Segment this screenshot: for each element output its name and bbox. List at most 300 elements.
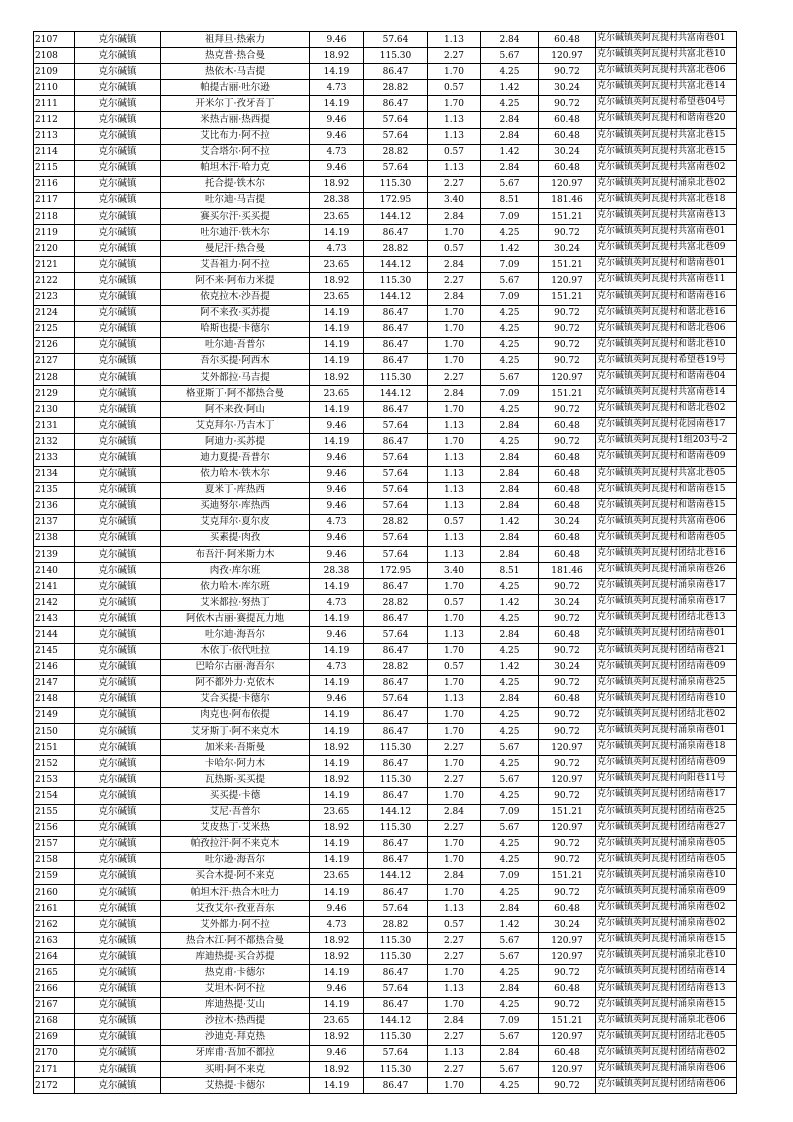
row-number-cell: 2164 [34,949,75,965]
table-row [34,32,737,48]
row-number-cell: 2139 [34,547,75,563]
town-cell: 克尔碱镇 [75,353,161,369]
address-cell: 克尔碱镇英阿瓦提村和谐南巷09 [596,450,737,466]
value-cell: 57.64 [364,981,428,997]
total-cell: 60.48 [539,627,596,643]
total-cell: 60.48 [539,1045,596,1061]
name-cell: 帕坦木汗·哈力克 [161,160,310,176]
table-row [34,402,737,418]
total-cell: 30.24 [539,659,596,675]
address-cell: 克尔碱镇英阿瓦提村团结北巷13 [596,611,737,627]
value-cell: 9.46 [310,482,364,498]
table-row [34,1013,737,1029]
value-cell: 86.47 [364,1078,428,1094]
value-cell: 4.25 [481,402,539,418]
town-cell: 克尔碱镇 [75,627,161,643]
total-cell: 181.46 [539,563,596,579]
row-number-cell: 2163 [34,933,75,949]
table-row [34,257,737,273]
table-row [34,96,737,112]
value-cell: 4.73 [310,514,364,530]
value-cell: 14.19 [310,724,364,740]
value-cell: 86.47 [364,724,428,740]
name-cell: 吐尔迪·马吉提 [161,192,310,208]
value-cell: 1.70 [428,675,481,691]
value-cell: 57.64 [364,691,428,707]
value-cell: 1.70 [428,321,481,337]
town-cell: 克尔碱镇 [75,868,161,884]
value-cell: 2.84 [428,1013,481,1029]
total-cell: 151.21 [539,386,596,402]
value-cell: 14.19 [310,997,364,1013]
value-cell: 9.46 [310,32,364,48]
table-row [34,852,737,868]
town-cell: 克尔碱镇 [75,804,161,820]
row-number-cell: 2146 [34,659,75,675]
address-cell: 克尔碱镇英阿瓦提村共富北巷15 [596,128,737,144]
name-cell: 阿不来孜·买苏提 [161,305,310,321]
name-cell: 热克甫·卡德尔 [161,965,310,981]
value-cell: 14.19 [310,643,364,659]
town-cell: 克尔碱镇 [75,756,161,772]
address-cell: 克尔碱镇英阿瓦提村共富南巷11 [596,273,737,289]
value-cell: 1.70 [428,788,481,804]
total-cell: 120.97 [539,176,596,192]
row-number-cell: 2162 [34,917,75,933]
address-cell: 克尔碱镇英阿瓦提村和谐南巷15 [596,482,737,498]
value-cell: 1.13 [428,901,481,917]
row-number-cell: 2171 [34,1062,75,1078]
value-cell: 86.47 [364,611,428,627]
table-row [34,707,737,723]
value-cell: 57.64 [364,418,428,434]
address-cell: 克尔碱镇英阿瓦提村团结南巷21 [596,643,737,659]
town-cell: 克尔碱镇 [75,32,161,48]
name-cell: 买素提·肉孜 [161,530,310,546]
value-cell: 28.82 [364,144,428,160]
name-cell: 牙库甫·吾加不都拉 [161,1045,310,1061]
total-cell: 90.72 [539,353,596,369]
address-cell: 克尔碱镇英阿瓦提村团结南巷05 [596,852,737,868]
value-cell: 2.84 [481,466,539,482]
table-row [34,337,737,353]
row-number-cell: 2121 [34,257,75,273]
name-cell: 依力哈木·铁木尔 [161,466,310,482]
value-cell: 23.65 [310,868,364,884]
total-cell: 60.48 [539,160,596,176]
address-cell: 克尔碱镇英阿瓦提村共富北巷05 [596,466,737,482]
value-cell: 86.47 [364,434,428,450]
name-cell: 热克普·热合曼 [161,48,310,64]
row-number-cell: 2134 [34,466,75,482]
table-row [34,514,737,530]
value-cell: 115.30 [364,820,428,836]
total-cell: 120.97 [539,369,596,385]
name-cell: 买合木提·阿不来克 [161,868,310,884]
total-cell: 90.72 [539,724,596,740]
address-cell: 克尔碱镇英阿瓦提村涌泉南巷25 [596,675,737,691]
town-cell: 克尔碱镇 [75,225,161,241]
address-cell: 克尔碱镇英阿瓦提村涌泉南巷05 [596,836,737,852]
value-cell: 0.57 [428,595,481,611]
total-cell: 90.72 [539,643,596,659]
value-cell: 5.67 [481,369,539,385]
address-cell: 克尔碱镇英阿瓦提村团结南巷27 [596,820,737,836]
name-cell: 肉克也·阿布依提 [161,707,310,723]
total-cell: 90.72 [539,965,596,981]
name-cell: 开米尔丁·孜牙吾丁 [161,96,310,112]
value-cell: 1.42 [481,659,539,675]
value-cell: 2.27 [428,1062,481,1078]
town-cell: 克尔碱镇 [75,740,161,756]
total-cell: 60.48 [539,691,596,707]
value-cell: 86.47 [364,225,428,241]
address-cell: 克尔碱镇英阿瓦提村涌泉南巷15 [596,997,737,1013]
row-number-cell: 2141 [34,579,75,595]
value-cell: 1.42 [481,514,539,530]
value-cell: 1.70 [428,852,481,868]
total-cell: 60.48 [539,128,596,144]
address-cell: 克尔碱镇英阿瓦提村共富北巷09 [596,241,737,257]
town-cell: 克尔碱镇 [75,1062,161,1078]
table-row [34,369,737,385]
table-row [34,868,737,884]
table-row [34,176,737,192]
total-cell: 90.72 [539,997,596,1013]
total-cell: 90.72 [539,434,596,450]
value-cell: 4.25 [481,579,539,595]
address-cell: 克尔碱镇英阿瓦提村共富南巷01 [596,225,737,241]
row-number-cell: 2119 [34,225,75,241]
total-cell: 60.48 [539,981,596,997]
value-cell: 28.82 [364,514,428,530]
table-row [34,997,737,1013]
table-row [34,530,737,546]
value-cell: 1.13 [428,418,481,434]
town-cell: 克尔碱镇 [75,192,161,208]
table-row [34,48,737,64]
row-number-cell: 2149 [34,707,75,723]
town-cell: 克尔碱镇 [75,788,161,804]
value-cell: 57.64 [364,128,428,144]
total-cell: 90.72 [539,96,596,112]
value-cell: 18.92 [310,1029,364,1045]
value-cell: 5.67 [481,772,539,788]
value-cell: 14.19 [310,321,364,337]
value-cell: 2.27 [428,933,481,949]
value-cell: 86.47 [364,643,428,659]
town-cell: 克尔碱镇 [75,595,161,611]
row-number-cell: 2147 [34,675,75,691]
name-cell: 祖拜旦·热索力 [161,32,310,48]
table-row [34,466,737,482]
value-cell: 5.67 [481,1029,539,1045]
value-cell: 1.42 [481,595,539,611]
value-cell: 3.40 [428,192,481,208]
value-cell: 4.25 [481,707,539,723]
value-cell: 4.25 [481,675,539,691]
town-cell: 克尔碱镇 [75,321,161,337]
address-cell: 克尔碱镇英阿瓦提村和谐南巷01 [596,257,737,273]
total-cell: 60.48 [539,466,596,482]
row-number-cell: 2138 [34,530,75,546]
address-cell: 克尔碱镇英阿瓦提村共富南巷13 [596,209,737,225]
value-cell: 14.19 [310,965,364,981]
value-cell: 2.84 [428,257,481,273]
value-cell: 2.84 [481,530,539,546]
address-cell: 克尔碱镇英阿瓦提村和谐南巷20 [596,112,737,128]
table-row [34,901,737,917]
value-cell: 1.42 [481,144,539,160]
value-cell: 14.19 [310,884,364,900]
value-cell: 1.42 [481,241,539,257]
value-cell: 5.67 [481,949,539,965]
row-number-cell: 2132 [34,434,75,450]
table-row [34,482,737,498]
value-cell: 4.25 [481,756,539,772]
table-row [34,788,737,804]
row-number-cell: 2117 [34,192,75,208]
address-cell: 克尔碱镇英阿瓦提村共富北巷15 [596,144,737,160]
row-number-cell: 2123 [34,289,75,305]
town-cell: 克尔碱镇 [75,209,161,225]
value-cell: 14.19 [310,675,364,691]
value-cell: 9.46 [310,627,364,643]
value-cell: 4.73 [310,80,364,96]
value-cell: 57.64 [364,112,428,128]
town-cell: 克尔碱镇 [75,1013,161,1029]
value-cell: 5.67 [481,273,539,289]
row-number-cell: 2151 [34,740,75,756]
value-cell: 1.13 [428,691,481,707]
value-cell: 0.57 [428,80,481,96]
table-row [34,273,737,289]
total-cell: 151.21 [539,257,596,273]
value-cell: 1.70 [428,402,481,418]
value-cell: 18.92 [310,48,364,64]
table-row [34,949,737,965]
table-row [34,836,737,852]
value-cell: 9.46 [310,547,364,563]
name-cell: 米热古丽·热西提 [161,112,310,128]
value-cell: 14.19 [310,707,364,723]
row-number-cell: 2128 [34,369,75,385]
town-cell: 克尔碱镇 [75,675,161,691]
value-cell: 4.25 [481,997,539,1013]
row-number-cell: 2124 [34,305,75,321]
address-cell: 克尔碱镇英阿瓦提村涌泉南巷06 [596,1062,737,1078]
value-cell: 86.47 [364,353,428,369]
total-cell: 120.97 [539,740,596,756]
table-row [34,1029,737,1045]
row-number-cell: 2130 [34,402,75,418]
row-number-cell: 2157 [34,836,75,852]
value-cell: 9.46 [310,691,364,707]
address-cell: 克尔碱镇英阿瓦提村团结北巷05 [596,1029,737,1045]
value-cell: 2.84 [481,128,539,144]
table-row [34,192,737,208]
name-cell: 帕坦木汗·热合木吐力 [161,884,310,900]
address-cell: 克尔碱镇英阿瓦提村团结南巷13 [596,981,737,997]
table-row [34,981,737,997]
total-cell: 90.72 [539,788,596,804]
town-cell: 克尔碱镇 [75,1029,161,1045]
row-number-cell: 2159 [34,868,75,884]
row-number-cell: 2136 [34,498,75,514]
name-cell: 布吾汗·阿米斯力木 [161,547,310,563]
table-row [34,386,737,402]
town-cell: 克尔碱镇 [75,563,161,579]
total-cell: 90.72 [539,579,596,595]
value-cell: 9.46 [310,450,364,466]
value-cell: 1.13 [428,627,481,643]
name-cell: 艾坦木·阿不拉 [161,981,310,997]
name-cell: 吾尔买提·阿西木 [161,353,310,369]
row-number-cell: 2122 [34,273,75,289]
value-cell: 1.13 [428,112,481,128]
value-cell: 4.25 [481,611,539,627]
total-cell: 90.72 [539,675,596,691]
value-cell: 28.38 [310,563,364,579]
value-cell: 2.84 [481,450,539,466]
name-cell: 艾合塔尔·阿不拉 [161,144,310,160]
value-cell: 1.70 [428,96,481,112]
value-cell: 1.70 [428,707,481,723]
value-cell: 4.25 [481,788,539,804]
row-number-cell: 2154 [34,788,75,804]
name-cell: 帕孜拉汗·阿不来克木 [161,836,310,852]
value-cell: 1.70 [428,611,481,627]
total-cell: 90.72 [539,64,596,80]
value-cell: 0.57 [428,144,481,160]
value-cell: 115.30 [364,1029,428,1045]
name-cell: 阿不来·阿布力米提 [161,273,310,289]
value-cell: 9.46 [310,1045,364,1061]
value-cell: 1.13 [428,160,481,176]
name-cell: 沙迪克·拜克热 [161,1029,310,1045]
value-cell: 115.30 [364,1062,428,1078]
total-cell: 151.21 [539,289,596,305]
value-cell: 9.46 [310,112,364,128]
name-cell: 阿依木古丽·赛提瓦力地 [161,611,310,627]
value-cell: 86.47 [364,707,428,723]
value-cell: 23.65 [310,804,364,820]
name-cell: 热依木·马吉提 [161,64,310,80]
value-cell: 86.47 [364,852,428,868]
value-cell: 172.95 [364,563,428,579]
table-row [34,1062,737,1078]
value-cell: 2.84 [481,418,539,434]
value-cell: 14.19 [310,305,364,321]
value-cell: 9.46 [310,901,364,917]
address-cell: 克尔碱镇英阿瓦提村1组203号-2 [596,434,737,450]
name-cell: 艾吾祖力·阿不拉 [161,257,310,273]
row-number-cell: 2144 [34,627,75,643]
value-cell: 2.27 [428,1029,481,1045]
town-cell: 克尔碱镇 [75,579,161,595]
value-cell: 86.47 [364,884,428,900]
table-row [34,595,737,611]
value-cell: 1.13 [428,498,481,514]
row-number-cell: 2155 [34,804,75,820]
name-cell: 哈斯也提·卡德尔 [161,321,310,337]
total-cell: 90.72 [539,305,596,321]
value-cell: 57.64 [364,547,428,563]
value-cell: 2.84 [428,804,481,820]
total-cell: 120.97 [539,1029,596,1045]
address-cell: 克尔碱镇英阿瓦提村涌泉南巷02 [596,901,737,917]
value-cell: 2.84 [428,386,481,402]
address-cell: 克尔碱镇英阿瓦提村团结南巷25 [596,804,737,820]
value-cell: 23.65 [310,1013,364,1029]
row-number-cell: 2158 [34,852,75,868]
value-cell: 1.70 [428,965,481,981]
town-cell: 克尔碱镇 [75,273,161,289]
town-cell: 克尔碱镇 [75,547,161,563]
value-cell: 14.19 [310,836,364,852]
name-cell: 加米来·吾斯曼 [161,740,310,756]
name-cell: 艾外都拉·马吉提 [161,369,310,385]
value-cell: 115.30 [364,48,428,64]
row-number-cell: 2110 [34,80,75,96]
row-number-cell: 2111 [34,96,75,112]
value-cell: 86.47 [364,305,428,321]
address-cell: 克尔碱镇英阿瓦提村涌泉南巷18 [596,740,737,756]
address-cell: 克尔碱镇英阿瓦提村共富南巷01 [596,32,737,48]
row-number-cell: 2143 [34,611,75,627]
table-row [34,756,737,772]
total-cell: 151.21 [539,209,596,225]
value-cell: 14.19 [310,756,364,772]
table-row [34,305,737,321]
value-cell: 4.25 [481,852,539,868]
total-cell: 90.72 [539,611,596,627]
address-cell: 克尔碱镇英阿瓦提村团结南巷01 [596,627,737,643]
value-cell: 3.40 [428,563,481,579]
total-cell: 151.21 [539,1013,596,1029]
town-cell: 克尔碱镇 [75,241,161,257]
value-cell: 14.19 [310,64,364,80]
value-cell: 18.92 [310,949,364,965]
town-cell: 克尔碱镇 [75,884,161,900]
address-cell: 克尔碱镇英阿瓦提村涌泉南巷15 [596,933,737,949]
total-cell: 60.48 [539,482,596,498]
address-cell: 克尔碱镇英阿瓦提村涌泉南巷09 [596,884,737,900]
value-cell: 2.27 [428,772,481,788]
value-cell: 57.64 [364,627,428,643]
value-cell: 5.67 [481,820,539,836]
address-cell: 克尔碱镇英阿瓦提村共富北巷18 [596,192,737,208]
value-cell: 4.25 [481,225,539,241]
total-cell: 60.48 [539,450,596,466]
row-number-cell: 2116 [34,176,75,192]
value-cell: 86.47 [364,64,428,80]
total-cell: 30.24 [539,80,596,96]
table-row [34,724,737,740]
town-cell: 克尔碱镇 [75,289,161,305]
row-number-cell: 2137 [34,514,75,530]
value-cell: 1.70 [428,836,481,852]
total-cell: 120.97 [539,820,596,836]
town-cell: 克尔碱镇 [75,144,161,160]
value-cell: 18.92 [310,740,364,756]
value-cell: 0.57 [428,514,481,530]
value-cell: 9.46 [310,466,364,482]
value-cell: 18.92 [310,772,364,788]
table-row [34,1078,737,1094]
town-cell: 克尔碱镇 [75,965,161,981]
row-number-cell: 2112 [34,112,75,128]
